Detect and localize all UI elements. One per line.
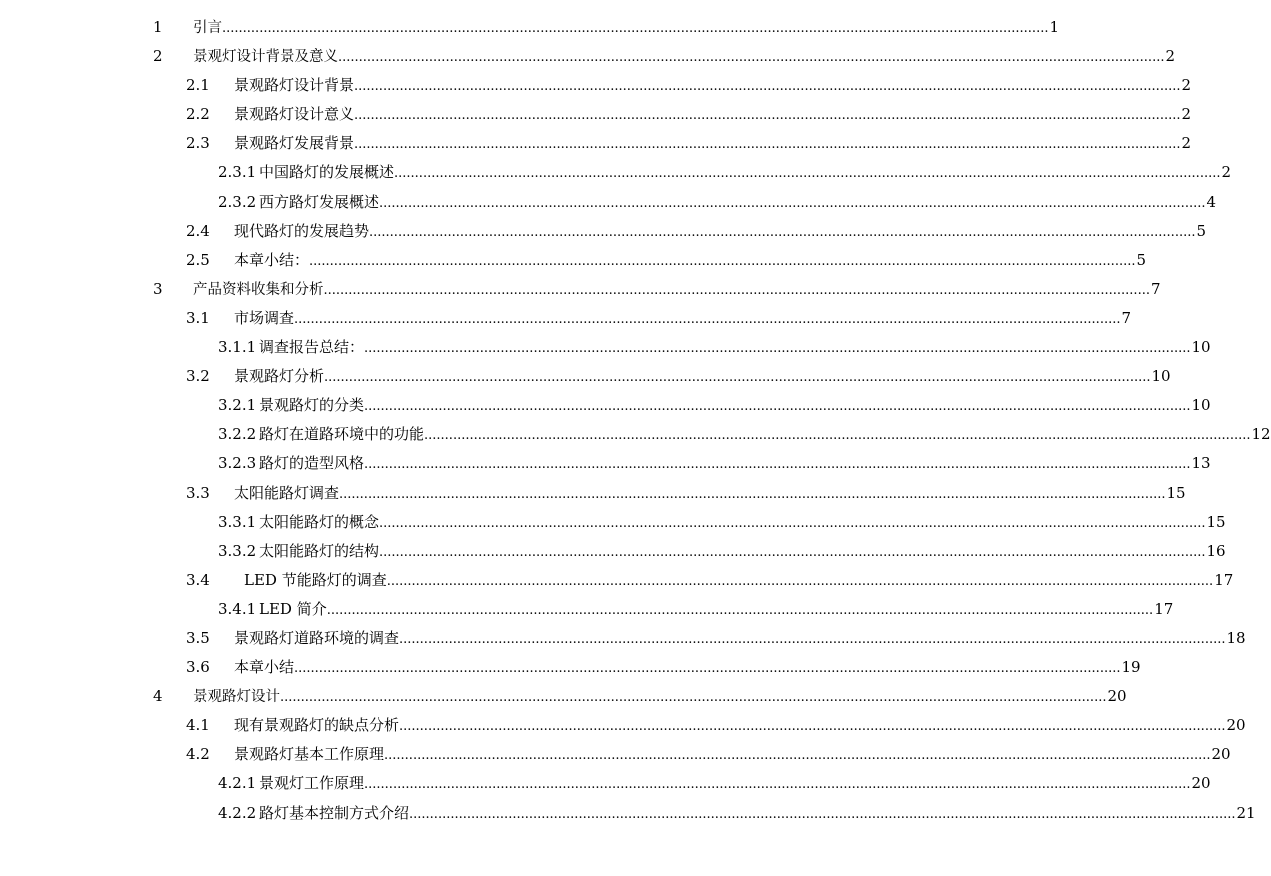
toc-entry[interactable] <box>0 13 1060 42</box>
toc-entry-title: 调查报告总结： <box>259 338 365 357</box>
toc-entry[interactable] <box>0 246 1147 275</box>
toc-entry-title: 景观灯工作原理 <box>259 774 365 793</box>
toc-entry-number: 2.1 <box>186 76 210 95</box>
toc-leader-dots: ........................................................................................................................................................................................................ <box>399 631 1226 647</box>
toc-entry-page: 2 <box>1181 134 1192 153</box>
toc-entry-page: 20 <box>1226 716 1246 735</box>
toc-entry-title: 现代路灯的发展趋势 <box>234 221 370 240</box>
toc-entry-title: 太阳能路灯调查 <box>234 483 340 502</box>
toc-entry[interactable] <box>0 711 1246 740</box>
toc-entry[interactable] <box>0 304 1132 333</box>
toc-entry[interactable] <box>0 740 1231 769</box>
toc-leader-dots: ........................................................................................................................................................................................................ <box>384 748 1211 764</box>
toc-entry-page: 19 <box>1121 658 1141 677</box>
toc-entry[interactable] <box>0 391 1211 420</box>
toc-entry-number: 4.2.2 <box>218 803 257 822</box>
toc-entry-page: 15 <box>1166 483 1186 502</box>
toc-entry[interactable] <box>0 158 1232 187</box>
toc-leader-dots: ........................................................................................................................................................................................................ <box>323 282 1150 298</box>
toc-entry-number: 2.5 <box>186 250 210 269</box>
toc-entry[interactable] <box>0 362 1171 391</box>
toc-entry[interactable] <box>0 71 1192 100</box>
toc-entry-number: 3.2.1 <box>218 396 257 415</box>
toc-leader-dots: ........................................................................................................................................................................................................ <box>386 573 1214 589</box>
toc-leader-dots: ........................................................................................................................................................................................................ <box>369 224 1196 240</box>
toc-entry-number: 3.2.2 <box>218 425 257 444</box>
toc-entry-title: 景观路灯设计意义 <box>234 105 355 124</box>
toc-entry[interactable] <box>0 479 1186 508</box>
toc-entry-number: 4 <box>153 687 163 706</box>
toc-entry-page: 13 <box>1191 454 1211 473</box>
toc-entry-page: 17 <box>1214 570 1234 589</box>
toc-entry[interactable] <box>0 420 1271 449</box>
toc-entry-number: 4.2 <box>186 745 210 764</box>
toc-entry-page: 16 <box>1206 541 1226 560</box>
toc-leader-dots: ........................................................................................................................................................................................................ <box>324 370 1151 386</box>
toc-entry-number: 3.3 <box>186 483 210 502</box>
toc-entry-title: 产品资料收集和分析 <box>193 281 324 298</box>
toc-entry-title: 景观路灯设计背景 <box>234 76 355 95</box>
toc-leader-dots: ........................................................................................................................................................................................................ <box>280 690 1107 706</box>
toc-entry-page: 10 <box>1191 338 1211 357</box>
toc-entry-title: 本章小结 <box>234 658 295 677</box>
toc-entry-page: 5 <box>1196 221 1207 240</box>
toc-entry[interactable] <box>0 333 1211 362</box>
toc-entry-page: 20 <box>1107 687 1127 706</box>
toc-entry-title: 景观路灯道路环境的调查 <box>234 628 400 647</box>
toc-leader-dots: ........................................................................................................................................................................................................ <box>338 50 1165 66</box>
toc-entry-number: 4.2.1 <box>218 774 257 793</box>
toc-entry-page: 15 <box>1206 512 1226 531</box>
toc-entry-page: 1 <box>1049 18 1060 36</box>
toc-entry-title: 景观灯设计背景及意义 <box>193 49 338 66</box>
toc-leader-dots: ........................................................................................................................................................................................................ <box>326 602 1154 618</box>
toc-entry-page: 5 <box>1136 250 1147 269</box>
toc-entry[interactable] <box>0 769 1211 798</box>
toc-leader-dots: ........................................................................................................................................................................................................ <box>309 253 1136 269</box>
toc-leader-dots: ........................................................................................................................................................................................................ <box>354 108 1181 124</box>
toc-entry-title: 景观路灯发展背景 <box>234 134 355 153</box>
toc-entry[interactable] <box>0 799 1256 828</box>
table-of-contents <box>0 13 1271 828</box>
toc-entry-number: 2 <box>153 47 163 66</box>
toc-leader-dots: ........................................................................................................................................................................................................ <box>409 806 1236 822</box>
toc-leader-dots: ........................................................................................................................................................................................................ <box>339 486 1166 502</box>
toc-entry-page: 20 <box>1191 774 1211 793</box>
toc-entry-number: 2.3 <box>186 134 210 153</box>
toc-entry-number: 3.2 <box>186 367 210 386</box>
toc-leader-dots: ........................................................................................................................................................................................................ <box>364 777 1191 793</box>
toc-entry-number: 3.3.1 <box>218 512 257 531</box>
toc-leader-dots: ........................................................................................................................................................................................................ <box>294 661 1121 677</box>
toc-entry[interactable] <box>0 624 1246 653</box>
toc-entry-page: 4 <box>1206 192 1217 211</box>
toc-entry[interactable] <box>0 537 1226 566</box>
toc-entry-page: 2 <box>1165 47 1176 66</box>
toc-entry-page: 21 <box>1236 803 1256 822</box>
toc-entry-title: LED 简介 <box>259 599 327 618</box>
toc-leader-dots: ........................................................................................................................................................................................................ <box>394 166 1221 182</box>
toc-entry-number: 3.2.3 <box>218 454 257 473</box>
toc-entry[interactable] <box>0 129 1192 158</box>
toc-entry-title: 引言 <box>193 20 222 36</box>
toc-entry-number: 3.4.1 <box>218 599 257 618</box>
toc-entry[interactable] <box>0 595 1174 624</box>
toc-entry[interactable] <box>0 682 1127 711</box>
toc-entry-number: 3 <box>153 279 163 298</box>
toc-entry-title: 现有景观路灯的缺点分析 <box>234 716 400 735</box>
toc-entry[interactable] <box>0 217 1207 246</box>
toc-entry-number: 2.3.2 <box>218 192 257 211</box>
toc-entry-title: LED 节能路灯的调查 <box>244 570 387 589</box>
toc-entry[interactable] <box>0 42 1176 71</box>
toc-leader-dots: ........................................................................................................................................................................................................ <box>379 515 1206 531</box>
toc-leader-dots: ........................................................................................................................................................................................................ <box>354 79 1181 95</box>
toc-entry-number: 3.5 <box>186 628 210 647</box>
toc-entry-page: 7 <box>1121 308 1132 327</box>
toc-entry-page: 17 <box>1154 599 1174 618</box>
toc-entry[interactable] <box>0 100 1192 129</box>
toc-entry-title: 路灯的造型风格 <box>259 454 365 473</box>
toc-leader-dots: ........................................................................................................................................................................................................ <box>364 457 1191 473</box>
toc-leader-dots: ........................................................................................................................................................................................................ <box>424 428 1251 444</box>
toc-entry-title: 本章小结： <box>234 250 310 269</box>
toc-entry-title: 路灯基本控制方式介绍 <box>259 803 410 822</box>
toc-entry[interactable] <box>0 653 1141 682</box>
toc-entry-number: 3.1 <box>186 308 210 327</box>
toc-entry-page: 10 <box>1151 367 1171 386</box>
toc-entry-number: 3.1.1 <box>218 338 257 357</box>
toc-entry-title: 景观路灯设计 <box>193 689 280 706</box>
toc-entry-page: 2 <box>1221 163 1232 182</box>
toc-entry-number: 3.3.2 <box>218 541 257 560</box>
toc-leader-dots: ........................................................................................................................................................................................................ <box>364 341 1191 357</box>
toc-entry-title: 景观路灯的分类 <box>259 396 365 415</box>
toc-entry-number: 2.4 <box>186 221 210 240</box>
toc-entry-title: 太阳能路灯的结构 <box>259 541 380 560</box>
toc-entry-number: 4.1 <box>186 716 210 735</box>
toc-leader-dots: ........................................................................................................................................................................................................ <box>379 544 1206 560</box>
toc-entry-page: 7 <box>1150 279 1161 298</box>
toc-entry[interactable] <box>0 508 1226 537</box>
toc-entry-page: 12 <box>1251 425 1271 444</box>
toc-entry-number: 1 <box>153 18 163 36</box>
toc-leader-dots: ........................................................................................................................................................................................................ <box>364 399 1191 415</box>
toc-leader-dots: ........................................................................................................................................................................................................ <box>379 195 1206 211</box>
toc-entry[interactable] <box>0 449 1211 478</box>
toc-entry-number: 3.6 <box>186 658 210 677</box>
toc-entry-number: 2.2 <box>186 105 210 124</box>
toc-entry[interactable] <box>0 188 1217 217</box>
toc-entry-page: 2 <box>1181 76 1192 95</box>
toc-entry[interactable] <box>0 275 1161 304</box>
toc-leader-dots: ........................................................................................................................................................................................................ <box>354 137 1181 153</box>
toc-leader-dots: ........................................................................................................................................................................................................ <box>222 21 1049 36</box>
toc-leader-dots: ........................................................................................................................................................................................................ <box>399 719 1226 735</box>
toc-entry-title: 景观路灯分析 <box>234 367 325 386</box>
toc-entry-page: 2 <box>1181 105 1192 124</box>
toc-entry-title: 中国路灯的发展概述 <box>259 163 395 182</box>
toc-entry-title: 路灯在道路环境中的功能 <box>259 425 425 444</box>
toc-entry-number: 3.4 <box>186 570 210 589</box>
toc-leader-dots: ........................................................................................................................................................................................................ <box>294 311 1121 327</box>
toc-entry-page: 10 <box>1191 396 1211 415</box>
toc-entry[interactable] <box>0 566 1234 595</box>
toc-entry-title: 太阳能路灯的概念 <box>259 512 380 531</box>
toc-entry-title: 景观路灯基本工作原理 <box>234 745 385 764</box>
toc-entry-title: 市场调查 <box>234 308 295 327</box>
toc-entry-page: 20 <box>1211 745 1231 764</box>
toc-entry-number: 2.3.1 <box>218 163 257 182</box>
toc-entry-page: 18 <box>1226 628 1246 647</box>
toc-entry-title: 西方路灯发展概述 <box>259 192 380 211</box>
